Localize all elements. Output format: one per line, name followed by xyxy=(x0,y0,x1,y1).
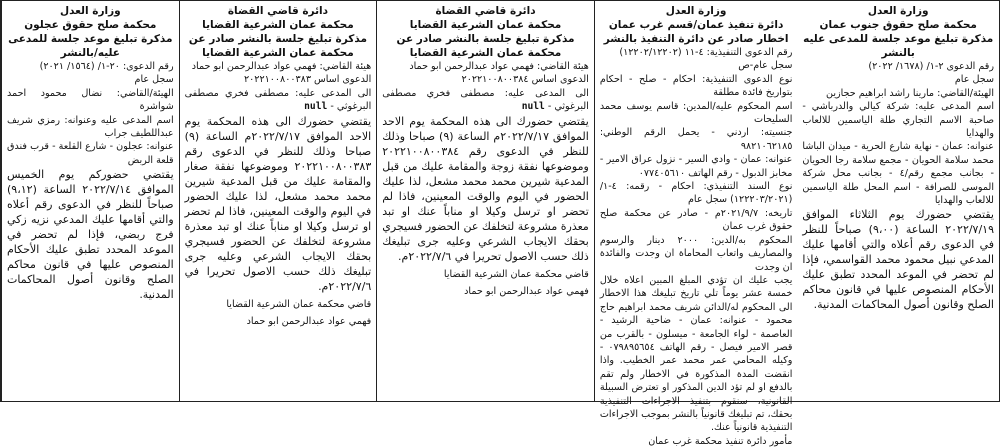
notice-title: مذكرة تبليغ جلسة بالنشر صادر عن محكمة عمان الشرعية القضايا xyxy=(396,33,575,59)
notice-column-sharia-383 xyxy=(179,1,377,401)
notice-body: يقتضي حضوركم يوم الخميس الموافق ٢٠٢٢/٧/١٤ الساعة (٩،١٢) صباحاً للنظر في الدعوى رقم أعلاه والتي أقامها عليك المدعي نزيه زكي فرج ربضي، فإذا لم تحضر في الموعد المحدد تطبق عليك الأحكام المنصوص عليها في قانون محاكم الصلح وقانون أصول المحاكمات المدنية. xyxy=(7,168,174,302)
notice-title: مذكرة تبليغ جلسة بالنشر صادر عن محكمة عمان الشرعية القضايا xyxy=(188,33,367,59)
case-number: رقم الدعوى: ٢٠-١/ (١٥٦٤/ ٢٠٢١) xyxy=(39,61,174,72)
address-line: عنوانه: عجلون - شارع القلعة - قرب فندق قلعة الربض xyxy=(7,141,174,166)
amount-line: المحكوم به/الدين: ٢٠٠٠ دينار والرسوم والمصاريف واتعاب المحاماة ان وجدت والفائدة ان وجدت xyxy=(599,234,793,273)
notice-body: يجب عليك ان تؤدي المبلغ المبين اعلاه خلال خمسة عشر يوماً تلي تاريخ تبليغك هذا الاخطار الى المحكوم له/الدائن شريف محمد ابراهيم حاج محمود - عنوانه: عمان - ضاحية الرشيد - العاصمة - لواء الجامعة - ميسلون - بالقرب من قصر الامير فيصل - رقم الهاتف ٠٧٩٨٩٥٦٥٤ - وكيله المحامي عمر محمد عمر الخطيب. واذا انقضت المدة المذكورة في الاخطار ولم تقم بالدفع او لم تؤد الدين المذكور او تعترض السبيلة القانونية، سنقوم بتنفيذ الاجراءات التنفيذية بحقك، تم تبليغك قانونياً بالنشر بموجب الاجراءات التنفيذية قانونياً عنك. xyxy=(599,274,793,434)
defendant-line: اسم المدعى عليه: شركة كيالي والدرباشي - صاحبة الاسم التجاري طلة الياسمين للالعاب والهدايا xyxy=(802,101,994,140)
dept-name: دائرة تنفيذ عمان/قسم غرب عمان xyxy=(608,19,784,31)
ministry-header: وزارة العدل xyxy=(867,5,929,17)
register-label: سجل عام xyxy=(954,74,994,86)
judge-line: هيئة القاضي: فهمي عواد عبدالرحمن ابو حماد xyxy=(409,61,589,72)
notice-title: اخطار صادر عن دائرة التنفيذ بالنشر xyxy=(603,33,789,45)
ministry-header: وزارة العدل xyxy=(665,5,727,17)
notice-body: يقتضي حضورك الى هذه المحكمة يوم الاحد الموافق ٢٠٢٢/٧/١٧م الساعة (٩) صباحا وذلك للنظر في الدعوى رقم ٢٠٢٢١٠٠٨٠٠٣٨٣ وموضوعها نفقة صغار والمقامة عليك من قبل المدعية شيرين محمد محمد مشعل، لذا عليك الحضور في اليوم والوقت المعينين، فاذا لم تحضر او ترسل وكيلا او مناباً عنك او تبد معذرة مشروعة لتخلفك عن الحضور فسيجري بحقك الايجاب الشرعي وعليه جرى تبليغك ذلك حسب الاصول تحريرا في ٢٠٢٢/٧/٦م. xyxy=(184,114,372,293)
case-number: رقم الدعوى ٢-١/ (١٦٧٨/ ٢٠٢٢) xyxy=(868,61,994,72)
judge-line: الهيئة/القاضي: نضال محمود احمد شواشرة xyxy=(7,87,174,113)
defendant-line xyxy=(382,87,589,114)
case-number: الدعوى اساس ٢٠٢٢١٠٠٨٠٠٣٨٤ xyxy=(461,74,589,86)
court-name: محكمة صلح حقوق عجلون xyxy=(24,19,157,31)
signature-name: فهمي عواد عبدالرحمن ابو حماد xyxy=(246,316,372,328)
address-line: عنوانه: عمان - وادي السير - نزول عراق الامير - مخابز الدبول - رقم الهاتف ٠٧٧٤٠٥٦١٠ xyxy=(599,154,793,179)
defendant-name: الى المدعى عليه: مصطفى فخري مصطفى البرغوثي - xyxy=(184,87,372,113)
nationality-line: جنسيته: اردني - يحمل الرقم الوطني: ٩٨٢١٠٦٢١٨٥ xyxy=(599,127,793,152)
signature-name: فهمي عواد عبدالرحمن ابو حماد xyxy=(464,286,589,298)
notice-title: مذكرة تبليغ موعد جلسة للمدعى عليه/بالنشر xyxy=(8,33,173,59)
date-line: تاريخه: ٢٠٢١/٩/٧م - صادر عن محكمة صلح حقوق غرب عمان xyxy=(599,207,793,233)
notice-title: مذكرة تبليغ موعد جلسة للمدعى عليه بالنشر xyxy=(803,33,994,59)
notice-column-sharia-384 xyxy=(376,1,594,401)
debtor-line: اسم المحكوم عليه/المدين: قاسم يوسف محمد السليحات xyxy=(599,100,793,126)
notice-column-execution xyxy=(594,1,798,447)
court-name: محكمة عمان الشرعية القضايا xyxy=(202,19,354,31)
judge-line: الهيئة/القاضي: مارينا راشد ابراهيم حجازين xyxy=(826,87,994,99)
court-name: محكمة صلح حقوق جنوب عمان xyxy=(819,19,977,31)
case-number: رقم الدعوى التنفيذية: ٤-١١ (١٢٢٠٢/١٢٢٠٢) xyxy=(619,47,793,58)
notice-body: يقتضي حضورك الى هذه المحكمة يوم الاحد الموافق ٢٠٢٢/٧/١٧م الساعة (٩) صباحا وذلك للنظر في الدعوى رقم ٢٠٢٢١٠٠٨٠٠٣٨٤ وموضوعها نفقة زوجة والمقامة عليك من قبل المدعية شيرين محمد محمد مشعل، لذا عليك الحضور في اليوم والوقت المعينين، فاذا لم تحضر او ترسل وكيلا او مناباً عنك او تبد معذرة مشروعة لتخلفك عن الحضور فسيجري بحقك الايجاب الشرعي وعليه جرى تبليغك ذلك حسب الاصول تحريرا في ٢٠٢٢/٧/٦م. xyxy=(382,114,589,263)
notice-column-south-amman xyxy=(797,1,999,401)
register-label: سجل عام xyxy=(134,74,174,86)
defendant-line: اسم المدعى عليه وعنوانه: رمزي شريف عبداللطيف جراب xyxy=(7,114,174,140)
null-value: null xyxy=(304,101,328,113)
court-name: محكمة عمان الشرعية القضايا xyxy=(409,19,562,31)
case-type: نوع الدعوى التنفيذية: احكام - صلح - احكام بتواريخ فائدة مطلقة xyxy=(599,73,793,99)
reference-line: نوع السند التنفيذي: احكام - رقمه: ٤-١/ (١٢٢٢٠٣/٢٠٢١) سجل عام xyxy=(599,181,793,206)
judge-line: هيئة القاضي: فهمي عواد عبدالرحمن ابو حماد xyxy=(191,61,372,72)
register-label: سجل عام-ص xyxy=(738,60,793,72)
null-value: null xyxy=(521,101,545,113)
dept-header: دائرة قاضي القضاة xyxy=(435,5,536,17)
defendant-line xyxy=(185,87,372,114)
address-line: عنوانه: عمان - نهاية شارع الحرية - ميدان الباشا محمد سلامة الحويان - مجمع سلامة رجا الحويان - بجانب مجمع رقم/٤ - بجانب محل شركة الموسى للصرافة - اسم المحل طلة الياسمين للالعاب والهدايا xyxy=(802,141,994,207)
defendant-name: الى المدعى عليه: مصطفى فخري مصطفى البرغوثي - xyxy=(382,87,589,113)
case-number: الدعوى اساس ٢٠٢٢١٠٠٨٠٠٣٨٣ xyxy=(243,74,372,86)
dept-header: دائرة قاضي القضاة xyxy=(227,5,329,17)
signature: مأمور دائرة تنفيذ محكمة غرب عمان xyxy=(648,435,793,447)
notice-column-ajloun xyxy=(1,1,179,401)
notice-body: يقتضي حضورك يوم الثلاثاء الموافق ٢٠٢٢/٧/١٩ الساعة (٩،٠٠) صباحاً للنظر في الدعوى رقم أعلاه والتي أقامها عليك المدعي نبيل محمود محمد القواسمي، فإذا لم تحضر في الموعد المحدد تطبق عليك الأحكام المنصوص عليها في قانون محاكم الصلح وقانون أصول المحاكمات المدنية. xyxy=(802,208,994,312)
signature-title: قاضي محكمة عمان الشرعية القضايا xyxy=(226,298,372,310)
signature-title: قاضي محكمة عمان الشرعية القضايا xyxy=(443,268,589,280)
ministry-header: وزارة العدل xyxy=(59,5,121,17)
